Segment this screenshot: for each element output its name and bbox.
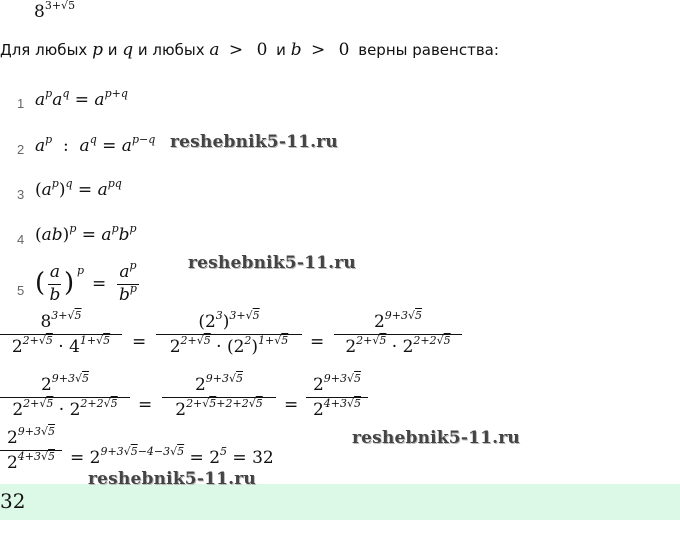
rule-formula-4: $(ab)^p = a^pb^p$	[35, 222, 137, 245]
rule-formula-3: $(a^p)^q = a^{pq}$	[35, 177, 122, 200]
answer-box	[0, 484, 680, 520]
solution-line-1: $8^{3+√5}$ $2^{2+√5} \cdot 4^{1+√5}$ = $(2^3)^{3+√5}$ $2^{2+√5} \cdot (2^2)^{1+√5}$ = $2^{9+3√5}$ $2^{2+√5} \cdot 2^{2+2√5}$	[0, 312, 480, 378]
rule-number: 1	[17, 96, 25, 111]
rule-number: 2	[17, 142, 25, 157]
watermark: reshebnik5-11.ru	[88, 469, 256, 489]
rule-number: 3	[17, 187, 25, 202]
rule-formula-2: $a^p$ : $a^q = a^{p-q}$	[35, 133, 156, 156]
watermark: reshebnik5-11.ru	[170, 132, 338, 152]
watermark: reshebnik5-11.ru	[352, 428, 520, 448]
rule-number: 4	[17, 232, 25, 247]
intro-text: Для любых p и q и любых a > 0 и b > 0 верны равенства:	[0, 40, 499, 60]
watermark: reshebnik5-11.ru	[188, 253, 356, 273]
solution-line-2: $2^{9+3√5}$ $2^{2+√5} \cdot 2^{2+2√5}$ = $2^{9+3√5}$ $2^{2+√5+2+2√5}$ = $2^{9+3√5}$ $2^{4+3√5}$	[0, 375, 480, 435]
top-expression: $8^{3+√5}$	[34, 0, 76, 22]
rule-formula-1: $a^pa^q = a^{p+q}$	[35, 87, 128, 110]
solution-line-3: $2^{9+3√5}$ $2^{4+3√5}$ = $2^{9+3√5-4-3√5} = 2^5 = 32$	[0, 428, 360, 484]
rule-number: 5	[17, 283, 25, 298]
answer-value: 32	[0, 489, 26, 513]
